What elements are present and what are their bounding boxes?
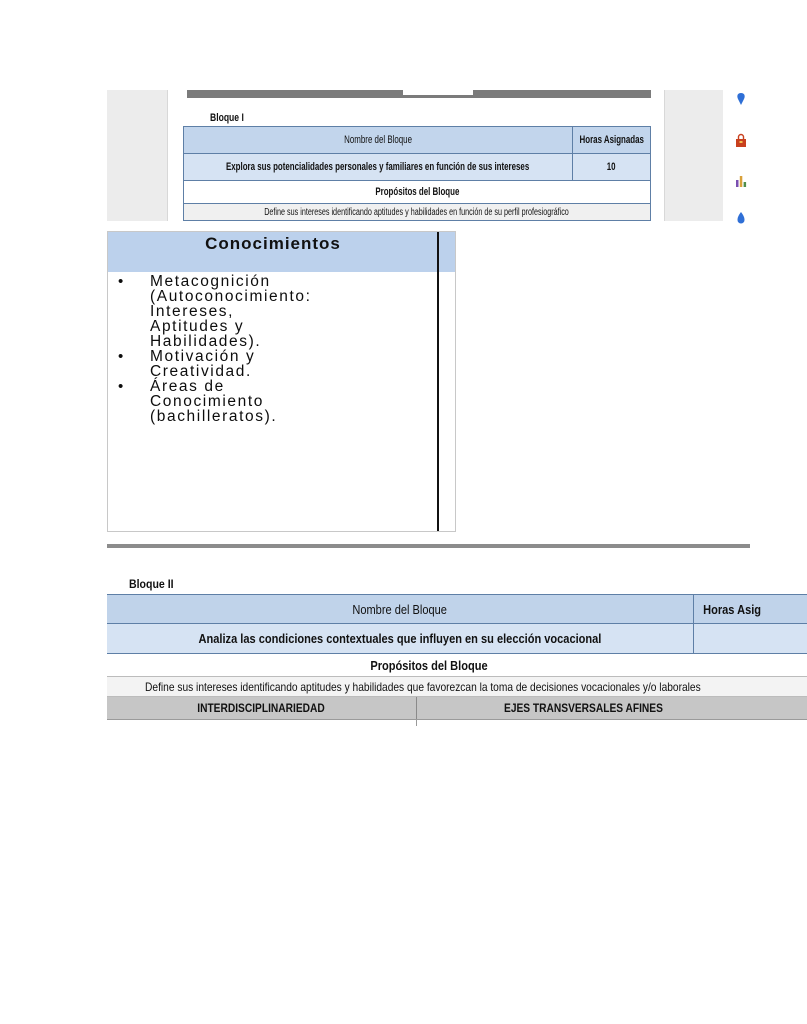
block-hours-cell (694, 624, 807, 653)
purpose-cell: Define sus intereses identificando aptitudes y habilidades en función de su perfil profesiográfico (264, 206, 570, 218)
columns-header-row (107, 697, 807, 720)
table-row (184, 154, 650, 181)
table-row (107, 624, 807, 654)
interdisciplinariedad-header: INTERDISCIPLINARIEDAD (107, 697, 417, 719)
purpose-row (184, 204, 650, 220)
block-hours-cell: 10 (607, 161, 616, 173)
table-header-row (107, 595, 807, 624)
column-divider (437, 232, 439, 531)
purpose-cell: Define sus intereses identificando aptitudes y habilidades que favorezcan la toma de decisiones vocacionales y/o laborales (145, 679, 701, 694)
bullet-icon: • (118, 273, 125, 290)
side-icon-strip (735, 90, 750, 221)
list-item: • Metacognición (Autoconocimiento: Intereses, Aptitudes y Habilidades). (118, 273, 312, 350)
bloque-2-screenshot (107, 570, 761, 728)
conocimientos-screenshot (107, 231, 456, 532)
map-pin-icon[interactable] (735, 92, 747, 106)
header-hours-cell: Horas Asig (702, 601, 761, 617)
block-name-cell: Explora sus potencialidades personales y familiares en función de sus intereses (184, 154, 573, 180)
ejes-transversales-header: EJES TRANSVERSALES AFINES (504, 701, 663, 715)
purpose-row (107, 676, 807, 697)
bloque-1-table (183, 126, 651, 221)
bullet-icon: • (118, 378, 125, 395)
purposes-title-cell: Propósitos del Bloque (374, 186, 460, 198)
chart-icon[interactable] (735, 174, 747, 188)
left-gutter (107, 90, 168, 221)
bloque-2-title: Bloque II (129, 577, 174, 591)
bag-icon[interactable] (735, 134, 747, 148)
bloque-2-table (107, 594, 807, 726)
purposes-title-row (184, 181, 650, 204)
list-item: • Áreas de Conocimiento (bachilleratos). (118, 378, 278, 425)
header-hours-cell: Horas Asignadas (579, 134, 644, 146)
table-header-row (184, 127, 650, 154)
bullet-icon: • (118, 348, 125, 365)
bloque-1-screenshot (107, 90, 750, 221)
empty-left-cell (107, 720, 417, 726)
toolbar-notch (403, 90, 473, 95)
right-gutter (664, 90, 723, 221)
drop-icon[interactable] (735, 210, 747, 224)
purposes-title-cell: Propósitos del Bloque (369, 657, 488, 673)
purposes-title-row (107, 654, 807, 676)
section-divider (107, 544, 750, 548)
empty-body-row (107, 720, 807, 726)
list-item: • Motivación y Creatividad. (118, 348, 256, 380)
conocimientos-title: Conocimientos (205, 234, 341, 253)
bloque-1-title: Bloque I (210, 112, 244, 124)
header-name-cell: Nombre del Bloque (184, 127, 573, 153)
header-name-cell: Nombre del Bloque (107, 595, 694, 623)
conocimientos-list (112, 274, 432, 424)
block-name-cell: Analiza las condiciones contextuales que influyen en su elección vocacional (107, 624, 694, 653)
